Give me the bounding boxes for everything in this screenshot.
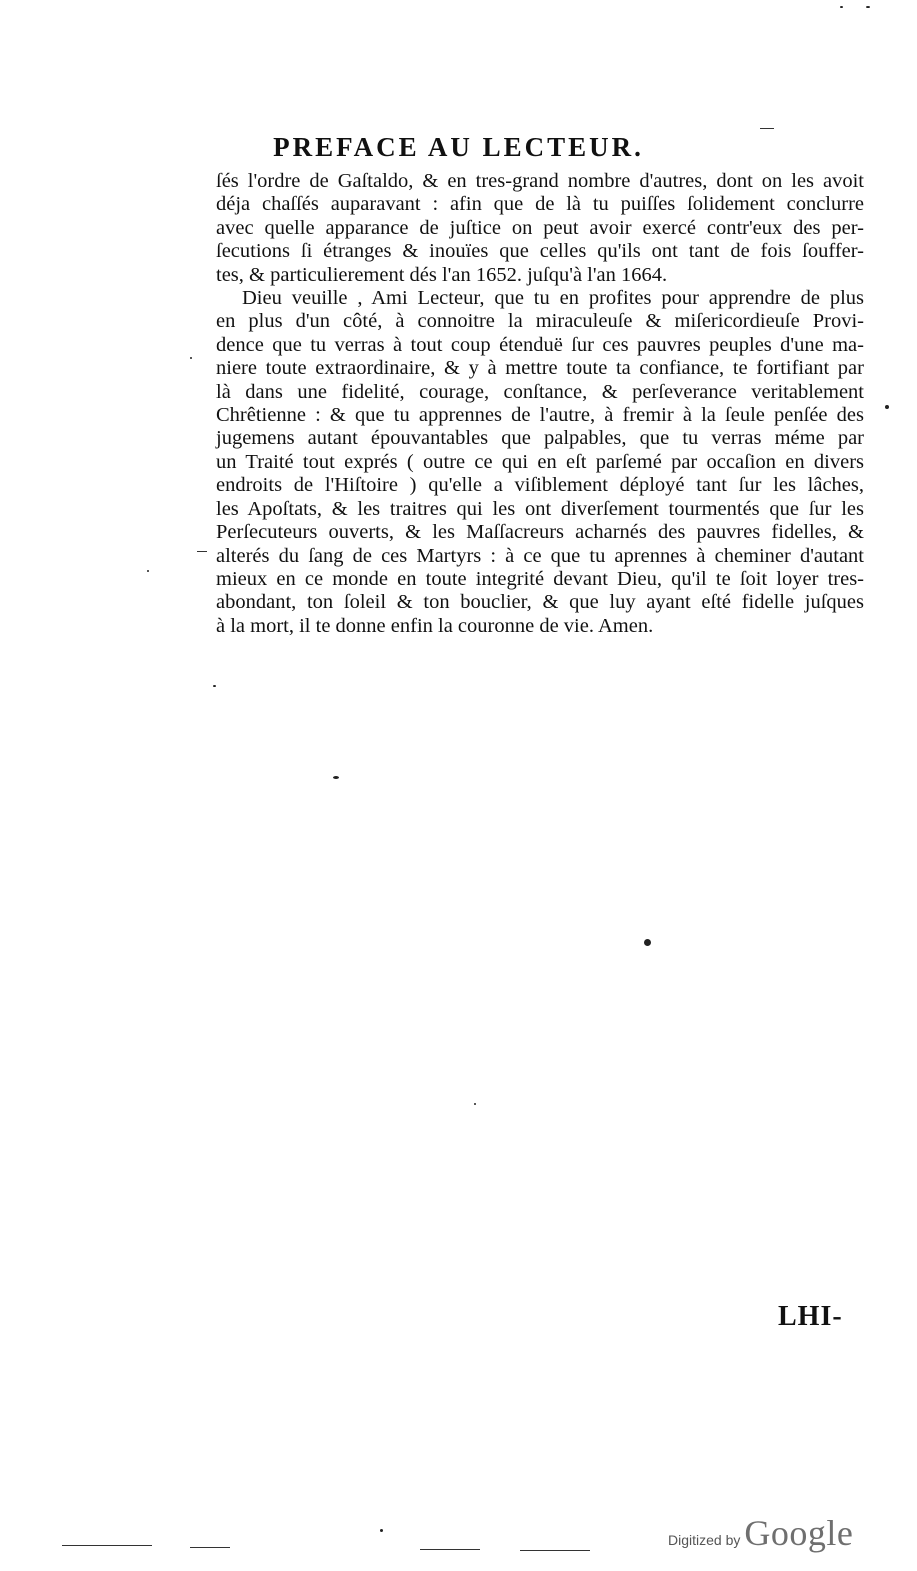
text-line: mieux en ce monde en toute integrité devant Dieu, qu'il te ſoit loyer tres- [216,567,864,590]
scan-speck [840,6,843,8]
page-title: PREFACE AU LECTEUR. [273,132,644,162]
google-logo: Google [744,1513,854,1553]
text-line: les Apoſtats, & les traitres qui les ont diverſement tourmentés que ſur les [216,497,864,520]
catchword: LHI- [778,1301,843,1332]
scan-speck [380,1529,383,1532]
scan-speck [866,6,870,8]
text-line: alterés du ſang de ces Martyrs : à ce que tu aprennes à cheminer d'autant [216,544,864,567]
rule-mark [520,1550,590,1551]
text-line: ſecutions ſi étranges & inouïes que celles qu'ils ont tant de fois ſouffer- [216,240,864,263]
scan-speck [885,405,889,409]
text-line: en plus d'un côté, à connoitre la miraculeuſe & miſericordieuſe Provi- [216,310,864,333]
text-line: Perſecuteurs ouverts, & les Maſſacreurs acharnés des pauvres fidelles, & [216,521,864,544]
rule-mark [760,128,774,129]
text-line: jugemens autant épouvantables que palpables, que tu verras méme par [216,427,864,450]
text-line: Chrêtienne : & que tu apprennes de l'autre, à fremir à la ſeule penſée des [216,404,864,427]
text-line: avec quelle apparance de juſtice on peut avoir exercé contr'eux des per- [216,216,864,239]
text-line: déja chaſſés auparavant : afin que de là tu puiſſes ſolidement conclurre [216,193,864,216]
scan-speck [147,570,149,572]
watermark-prefix: Digitized by [668,1532,741,1548]
text-line: là dans une fidelité, courage, conſtance, & perſeverance veritablement [216,380,864,403]
text-line: ſés l'ordre de Gaſtaldo, & en tres-grand nombre d'autres, dont on les avoit [216,170,864,192]
text-line: niere toute extraordinaire, & y à mettre toute ta confiance, te fortifiant par [216,357,864,380]
digitized-by-google-watermark [668,1512,878,1556]
rule-mark [190,1547,230,1548]
scan-speck [474,1103,476,1105]
scan-speck [333,776,339,779]
scan-speck [213,685,216,687]
text-line: dence que tu verras à tout coup étenduë ſur ces pauvres peuples d'une ma- [216,333,864,356]
text-line: Dieu veuille , Ami Lecteur, que tu en profites pour apprendre de plus [242,287,864,310]
rule-mark [62,1545,152,1546]
text-line: à la mort, il te donne enfin la couronne de vie. Amen. [216,614,654,637]
text-line: tes, & particulierement dés l'an 1652. juſqu'à l'an 1664. [216,263,668,286]
scan-speck [190,357,192,359]
body-text [216,170,864,638]
rule-mark [197,551,207,552]
rule-mark [420,1549,480,1550]
scan-speck [644,939,651,946]
text-line: abondant, ton ſoleil & ton bouclier, & que luy ayant eſté fidelle juſques [216,591,864,614]
text-line: un Traité tout exprés ( outre ce qui en eſt parſemé par occaſion en divers [216,450,864,473]
text-line: endroits de l'Hiſtoire ) qu'elle a viſiblement déployé tant ſur les lâches, [216,474,864,497]
